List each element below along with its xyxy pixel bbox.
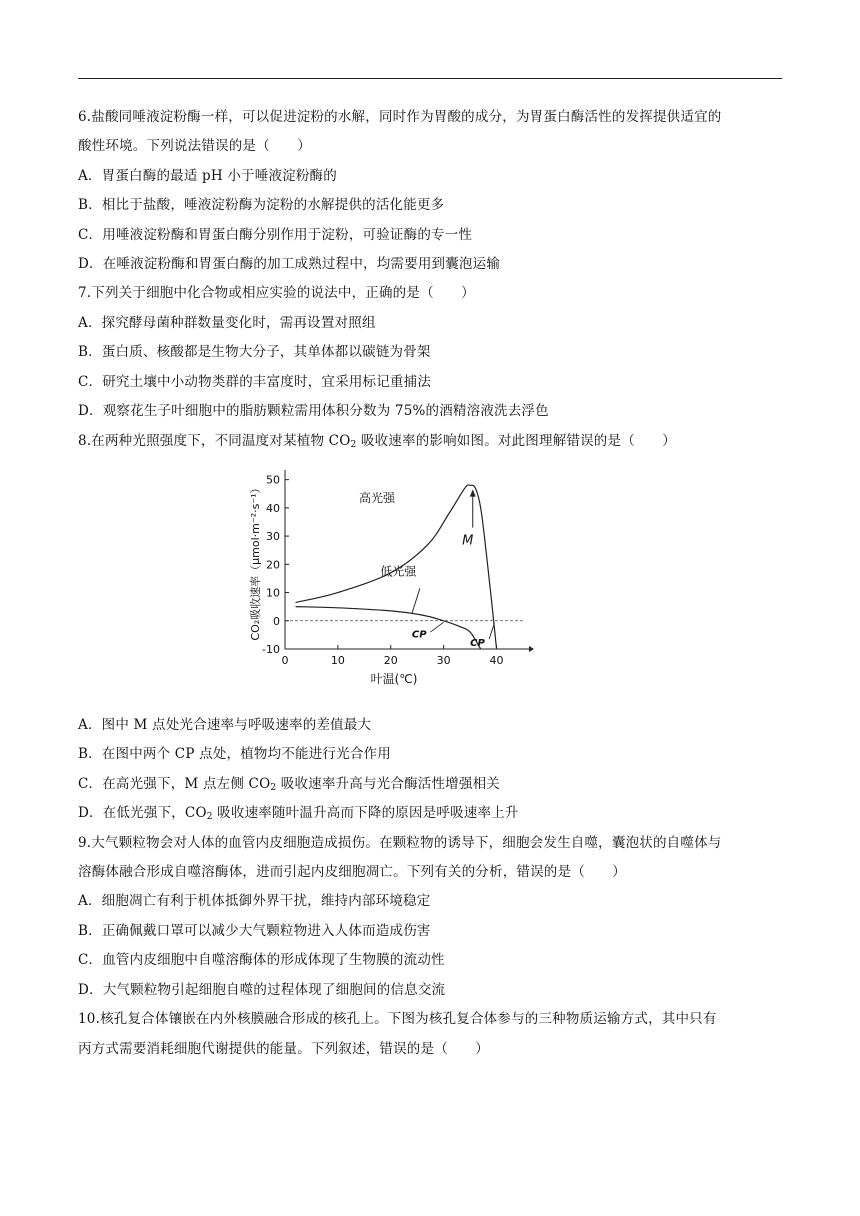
q8-option-c: C．在高光强下，M 点左侧 $CO_2$ 吸收速率升高与光合酶活性增强相关 (78, 776, 500, 793)
q9-option-d: D．大气颗粒物引起细胞自噬的过程体现了细胞间的信息交流 (78, 982, 446, 998)
q7-option-d: D．观察花生子叶细胞中的脂肪颗粒需用体积分数为 75%的酒精溶液洗去浮色 (78, 403, 549, 419)
cp-arrow-low (430, 622, 443, 632)
m-arrow-head (470, 490, 476, 497)
cp-arrow-high (489, 623, 494, 639)
co2-uptake-chart (245, 462, 545, 687)
q9-stem-line-1: 9.大气颗粒物会对人体的血管内皮细胞造成损伤。在颗粒物的诱导下，细胞会发生自噬，囊泡状的自噬体与 (78, 835, 722, 851)
q6-option-b: B．相比于盐酸，唾液淀粉酶为淀粉的水解提供的活化能更多 (78, 197, 445, 213)
q6-stem-line-2: 酸性环境。下列说法错误的是（ ） (78, 138, 311, 154)
y-tick-label: -10 (262, 643, 280, 656)
series-label-low-light: 低光强 (380, 564, 417, 579)
x-tick-label: 0 (281, 654, 289, 667)
q8-option-b: B．在图中两个 CP 点处，植物均不能进行光合作用 (78, 746, 391, 762)
q8-option-a: A．图中 M 点处光合速率与呼吸速率的差值最大 (78, 717, 372, 733)
q7-option-b: B．蛋白质、核酸都是生物大分子，其单体都以碳链为骨架 (78, 344, 431, 360)
q8-stem: 8.在两种光照强度下，不同温度对某植物 $CO_2$ 吸收速率的影响如图。对此图理解错误的是（ ） (78, 433, 676, 450)
q8-option-d: D．在低光强下，$CO_2$ 吸收速率随叶温升高而下降的原因是呼吸速率上升 (78, 805, 519, 822)
q6-stem-line-1: 6.盐酸同唾液淀粉酶一样，可以促进淀粉的水解，同时作为胃酸的成分，为胃蛋白酶活性的发挥提供适宜的 (78, 109, 722, 125)
y-axis-label: CO₂吸收速率（μmol·m⁻²·s⁻¹） (249, 482, 262, 641)
x-tick-label: 30 (436, 654, 451, 667)
q9-option-c: C．血管内皮细胞中自噬溶酶体的形成体现了生物膜的流动性 (78, 952, 445, 968)
q6-option-d: D．在唾液淀粉酶和胃蛋白酶的加工成熟过程中，均需要用到囊泡运输 (78, 256, 501, 272)
header-rule (78, 78, 782, 79)
x-tick-label: 10 (330, 654, 345, 667)
q6-option-c: C．用唾液淀粉酶和胃蛋白酶分别作用于淀粉，可验证酶的专一性 (78, 227, 473, 243)
q9-stem-line-2: 溶酶体融合形成自噬溶酶体，进而引起内皮细胞凋亡。下列有关的分析，错误的是（ ） (78, 864, 626, 880)
y-tick-label: 0 (273, 614, 280, 628)
y-tick-label: 20 (266, 558, 280, 572)
chart-annotations (359, 490, 494, 650)
series-label-high-light: 高光强 (359, 491, 396, 506)
y-tick-label: 30 (266, 530, 280, 544)
series-line-low-light (296, 607, 481, 649)
m-point-label: M (462, 533, 474, 549)
x-tick-label: 20 (383, 654, 398, 667)
cp-label-low: CP (411, 629, 427, 641)
q7-option-a: A．探究酵母菌种群数量变化时，需再设置对照组 (78, 315, 376, 331)
y-tick-label: 40 (266, 501, 280, 515)
q7-option-c: C．研究土壤中小动物类群的丰富度时，宜采用标记重捕法 (78, 374, 432, 390)
chart-svg (245, 462, 545, 687)
q7-stem: 7.下列关于细胞中化合物或相应实验的说法中，正确的是（ ） (78, 285, 475, 301)
x-tick-label: 40 (489, 654, 504, 667)
y-tick-label: 10 (266, 586, 280, 600)
x-axis-label: 叶温(℃) (370, 672, 418, 686)
q6-option-a: A．胃蛋白酶的最适 pH 小于唾液淀粉酶的 (78, 168, 337, 184)
low-light-leader (412, 588, 420, 613)
q10-stem-line-1: 10.核孔复合体镶嵌在内外核膜融合形成的核孔上。下图为核孔复合体参与的三种物质运输方式，其中只有 (78, 1011, 717, 1027)
cp-label-high: CP (470, 638, 485, 650)
q9-option-b: B．正确佩戴口罩可以减少大气颗粒物进入人体而造成伤害 (78, 923, 431, 939)
q9-option-a: A．细胞凋亡有利于机体抵御外界干扰，维持内部环境稳定 (78, 893, 431, 909)
y-tick-label: 50 (266, 473, 280, 487)
q10-stem-line-2: 丙方式需要消耗细胞代谢提供的能量。下列叙述，错误的是（ ） (78, 1041, 489, 1057)
x-axis-arrow (529, 646, 534, 652)
